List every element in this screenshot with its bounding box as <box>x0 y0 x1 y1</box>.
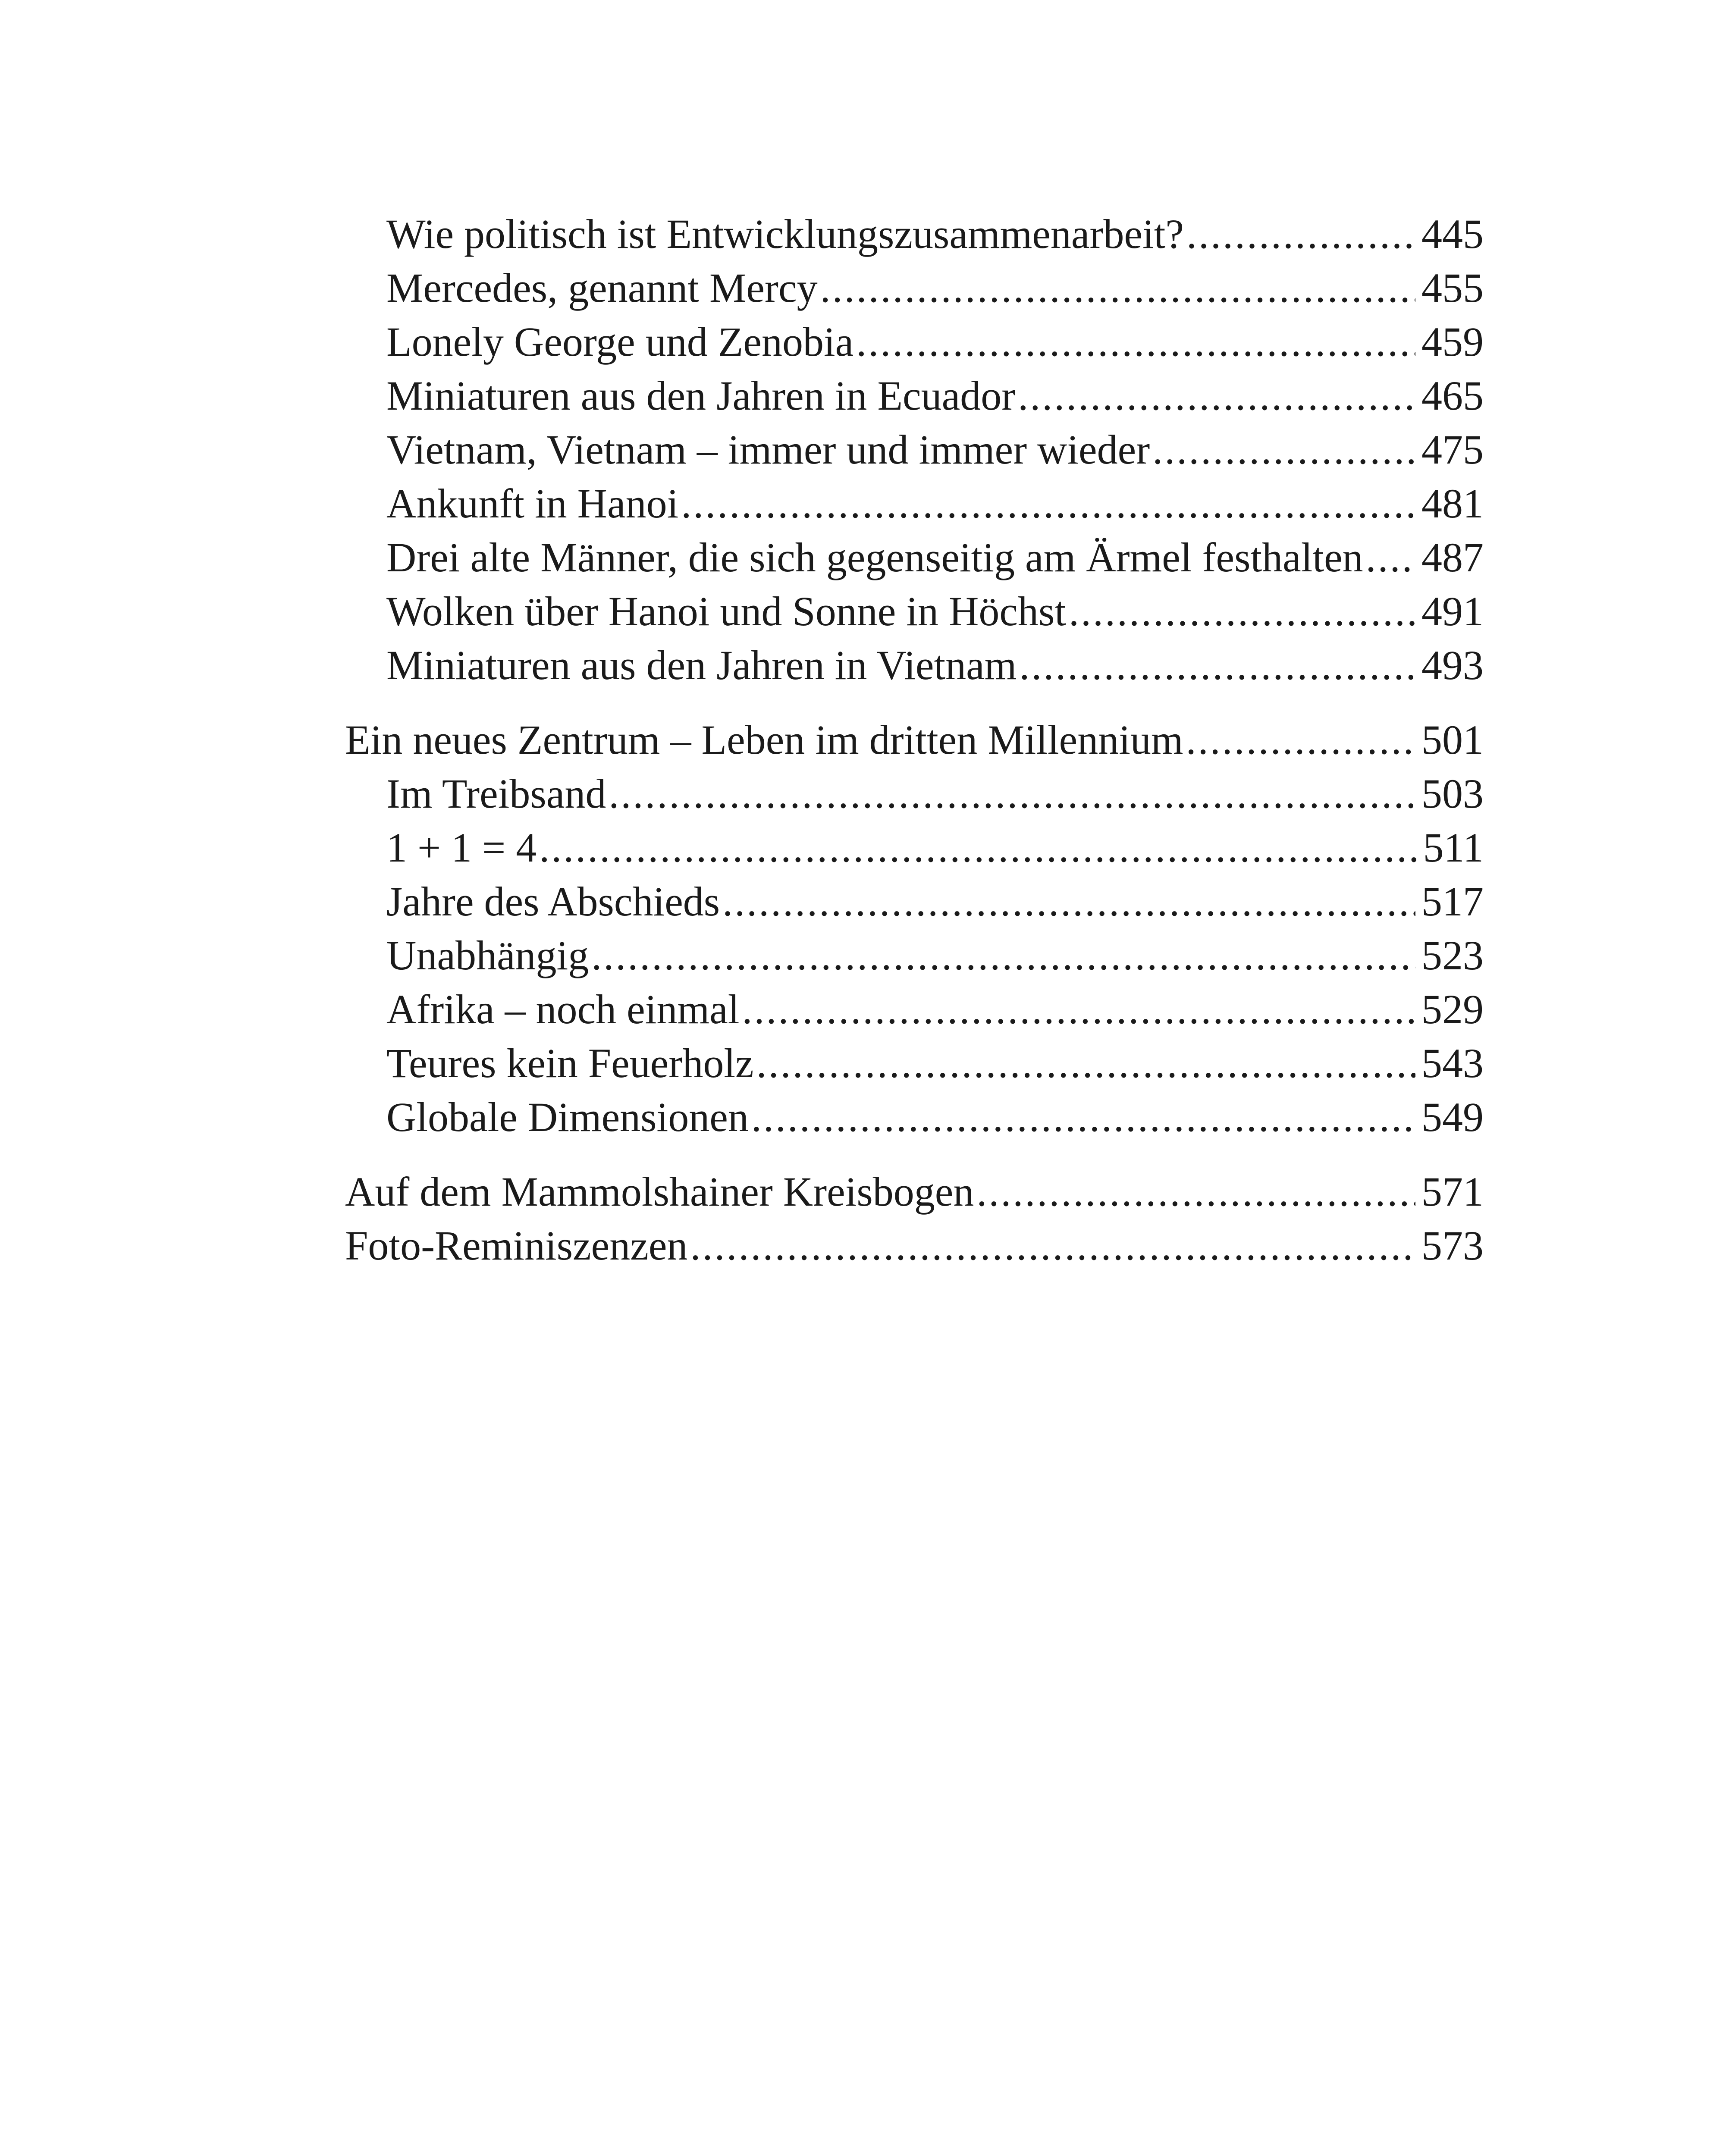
toc-entry <box>345 315 1484 369</box>
toc-entry-title: Afrika – noch einmal <box>386 986 740 1032</box>
toc-chapter-entry <box>345 713 1484 767</box>
toc-entry <box>345 821 1484 874</box>
toc-dot-leader <box>1186 207 1415 261</box>
toc-dot-leader <box>591 928 1415 982</box>
toc-entry <box>345 584 1484 638</box>
table-of-contents <box>345 207 1484 1272</box>
toc-entry-title: Teures kein Feuerholz <box>386 1040 754 1086</box>
toc-entry-page: 475 <box>1421 426 1484 473</box>
toc-entry-title: Vietnam, Vietnam – immer und immer wieder <box>386 426 1150 473</box>
toc-dot-leader <box>1152 423 1415 476</box>
toc-entry-page: 455 <box>1421 265 1484 311</box>
toc-entry-title: Im Treibsand <box>386 771 606 817</box>
toc-dot-leader <box>539 821 1417 874</box>
toc-entry <box>345 423 1484 476</box>
toc-section-group <box>345 1165 1484 1272</box>
toc-entry <box>345 874 1484 928</box>
toc-entry <box>345 1090 1484 1144</box>
toc-section-group <box>345 207 1484 692</box>
toc-entry <box>345 261 1484 315</box>
toc-entry-title: Wolken über Hanoi und Sonne in Höchst <box>386 588 1067 634</box>
toc-entry-title: Foto-Reminiszenzen <box>345 1222 688 1269</box>
toc-entry-title: Jahre des Abschieds <box>386 878 720 924</box>
toc-entry-page: 465 <box>1421 373 1484 419</box>
toc-entry-title: Globale Dimensionen <box>386 1094 749 1140</box>
toc-entry-title: Ankunft in Hanoi <box>386 480 679 526</box>
toc-entry-page: 503 <box>1421 771 1484 817</box>
toc-entry-title: Wie politisch ist Entwicklungszusammenarbeit? <box>386 211 1184 257</box>
toc-dot-leader <box>1019 638 1415 692</box>
toc-chapter-entry <box>345 1165 1484 1219</box>
toc-dot-leader <box>742 982 1415 1036</box>
toc-entry-title: Mercedes, genannt Mercy <box>386 265 818 311</box>
toc-entry-page: 445 <box>1421 211 1484 257</box>
toc-dot-leader <box>690 1219 1415 1272</box>
toc-dot-leader <box>751 1090 1415 1144</box>
toc-dot-leader <box>820 261 1415 315</box>
toc-entry-page: 523 <box>1421 932 1484 978</box>
toc-dot-leader <box>609 767 1415 821</box>
toc-dot-leader <box>681 476 1415 530</box>
toc-entry <box>345 982 1484 1036</box>
toc-entry-page: 529 <box>1421 986 1484 1032</box>
toc-entry <box>345 767 1484 821</box>
toc-entry-title: Miniaturen aus den Jahren in Ecuador <box>386 373 1016 419</box>
toc-entry-title: Lonely George und Zenobia <box>386 319 854 365</box>
toc-dot-leader <box>756 1036 1415 1090</box>
toc-dot-leader <box>856 315 1415 369</box>
toc-entry-page: 459 <box>1421 319 1484 365</box>
toc-dot-leader <box>1069 584 1415 638</box>
toc-entry <box>345 530 1484 584</box>
toc-entry-title: Auf dem Mammolshainer Kreisbogen <box>345 1169 974 1215</box>
toc-entry-page: 481 <box>1421 480 1484 526</box>
toc-entry <box>345 369 1484 423</box>
toc-entry-title: 1 + 1 = 4 <box>386 824 537 871</box>
toc-entry <box>345 476 1484 530</box>
toc-section-group <box>345 713 1484 1144</box>
toc-entry-page: 571 <box>1421 1169 1484 1215</box>
toc-dot-leader <box>722 874 1415 928</box>
toc-entry-title: Drei alte Männer, die sich gegenseitig am Ärmel festhalten <box>386 534 1363 580</box>
toc-dot-leader <box>1366 530 1415 584</box>
toc-entry <box>345 928 1484 982</box>
toc-entry-page: 573 <box>1421 1222 1484 1269</box>
toc-entry-page: 487 <box>1421 534 1484 580</box>
toc-dot-leader <box>1018 369 1415 423</box>
toc-entry <box>345 638 1484 692</box>
toc-chapter-entry <box>345 1219 1484 1272</box>
toc-entry-title: Unabhängig <box>386 932 589 978</box>
toc-dot-leader <box>1186 713 1415 767</box>
toc-entry-page: 517 <box>1421 878 1484 924</box>
toc-entry <box>345 1036 1484 1090</box>
toc-entry-page: 501 <box>1421 717 1484 763</box>
toc-entry-title: Miniaturen aus den Jahren in Vietnam <box>386 642 1017 688</box>
toc-entry-page: 511 <box>1423 824 1484 871</box>
toc-entry-page: 549 <box>1421 1094 1484 1140</box>
toc-entry-page: 493 <box>1421 642 1484 688</box>
toc-entry <box>345 207 1484 261</box>
toc-entry-title: Ein neues Zentrum – Leben im dritten Millennium <box>345 717 1183 763</box>
toc-dot-leader <box>976 1165 1415 1219</box>
toc-entry-page: 543 <box>1421 1040 1484 1086</box>
toc-entry-page: 491 <box>1421 588 1484 634</box>
